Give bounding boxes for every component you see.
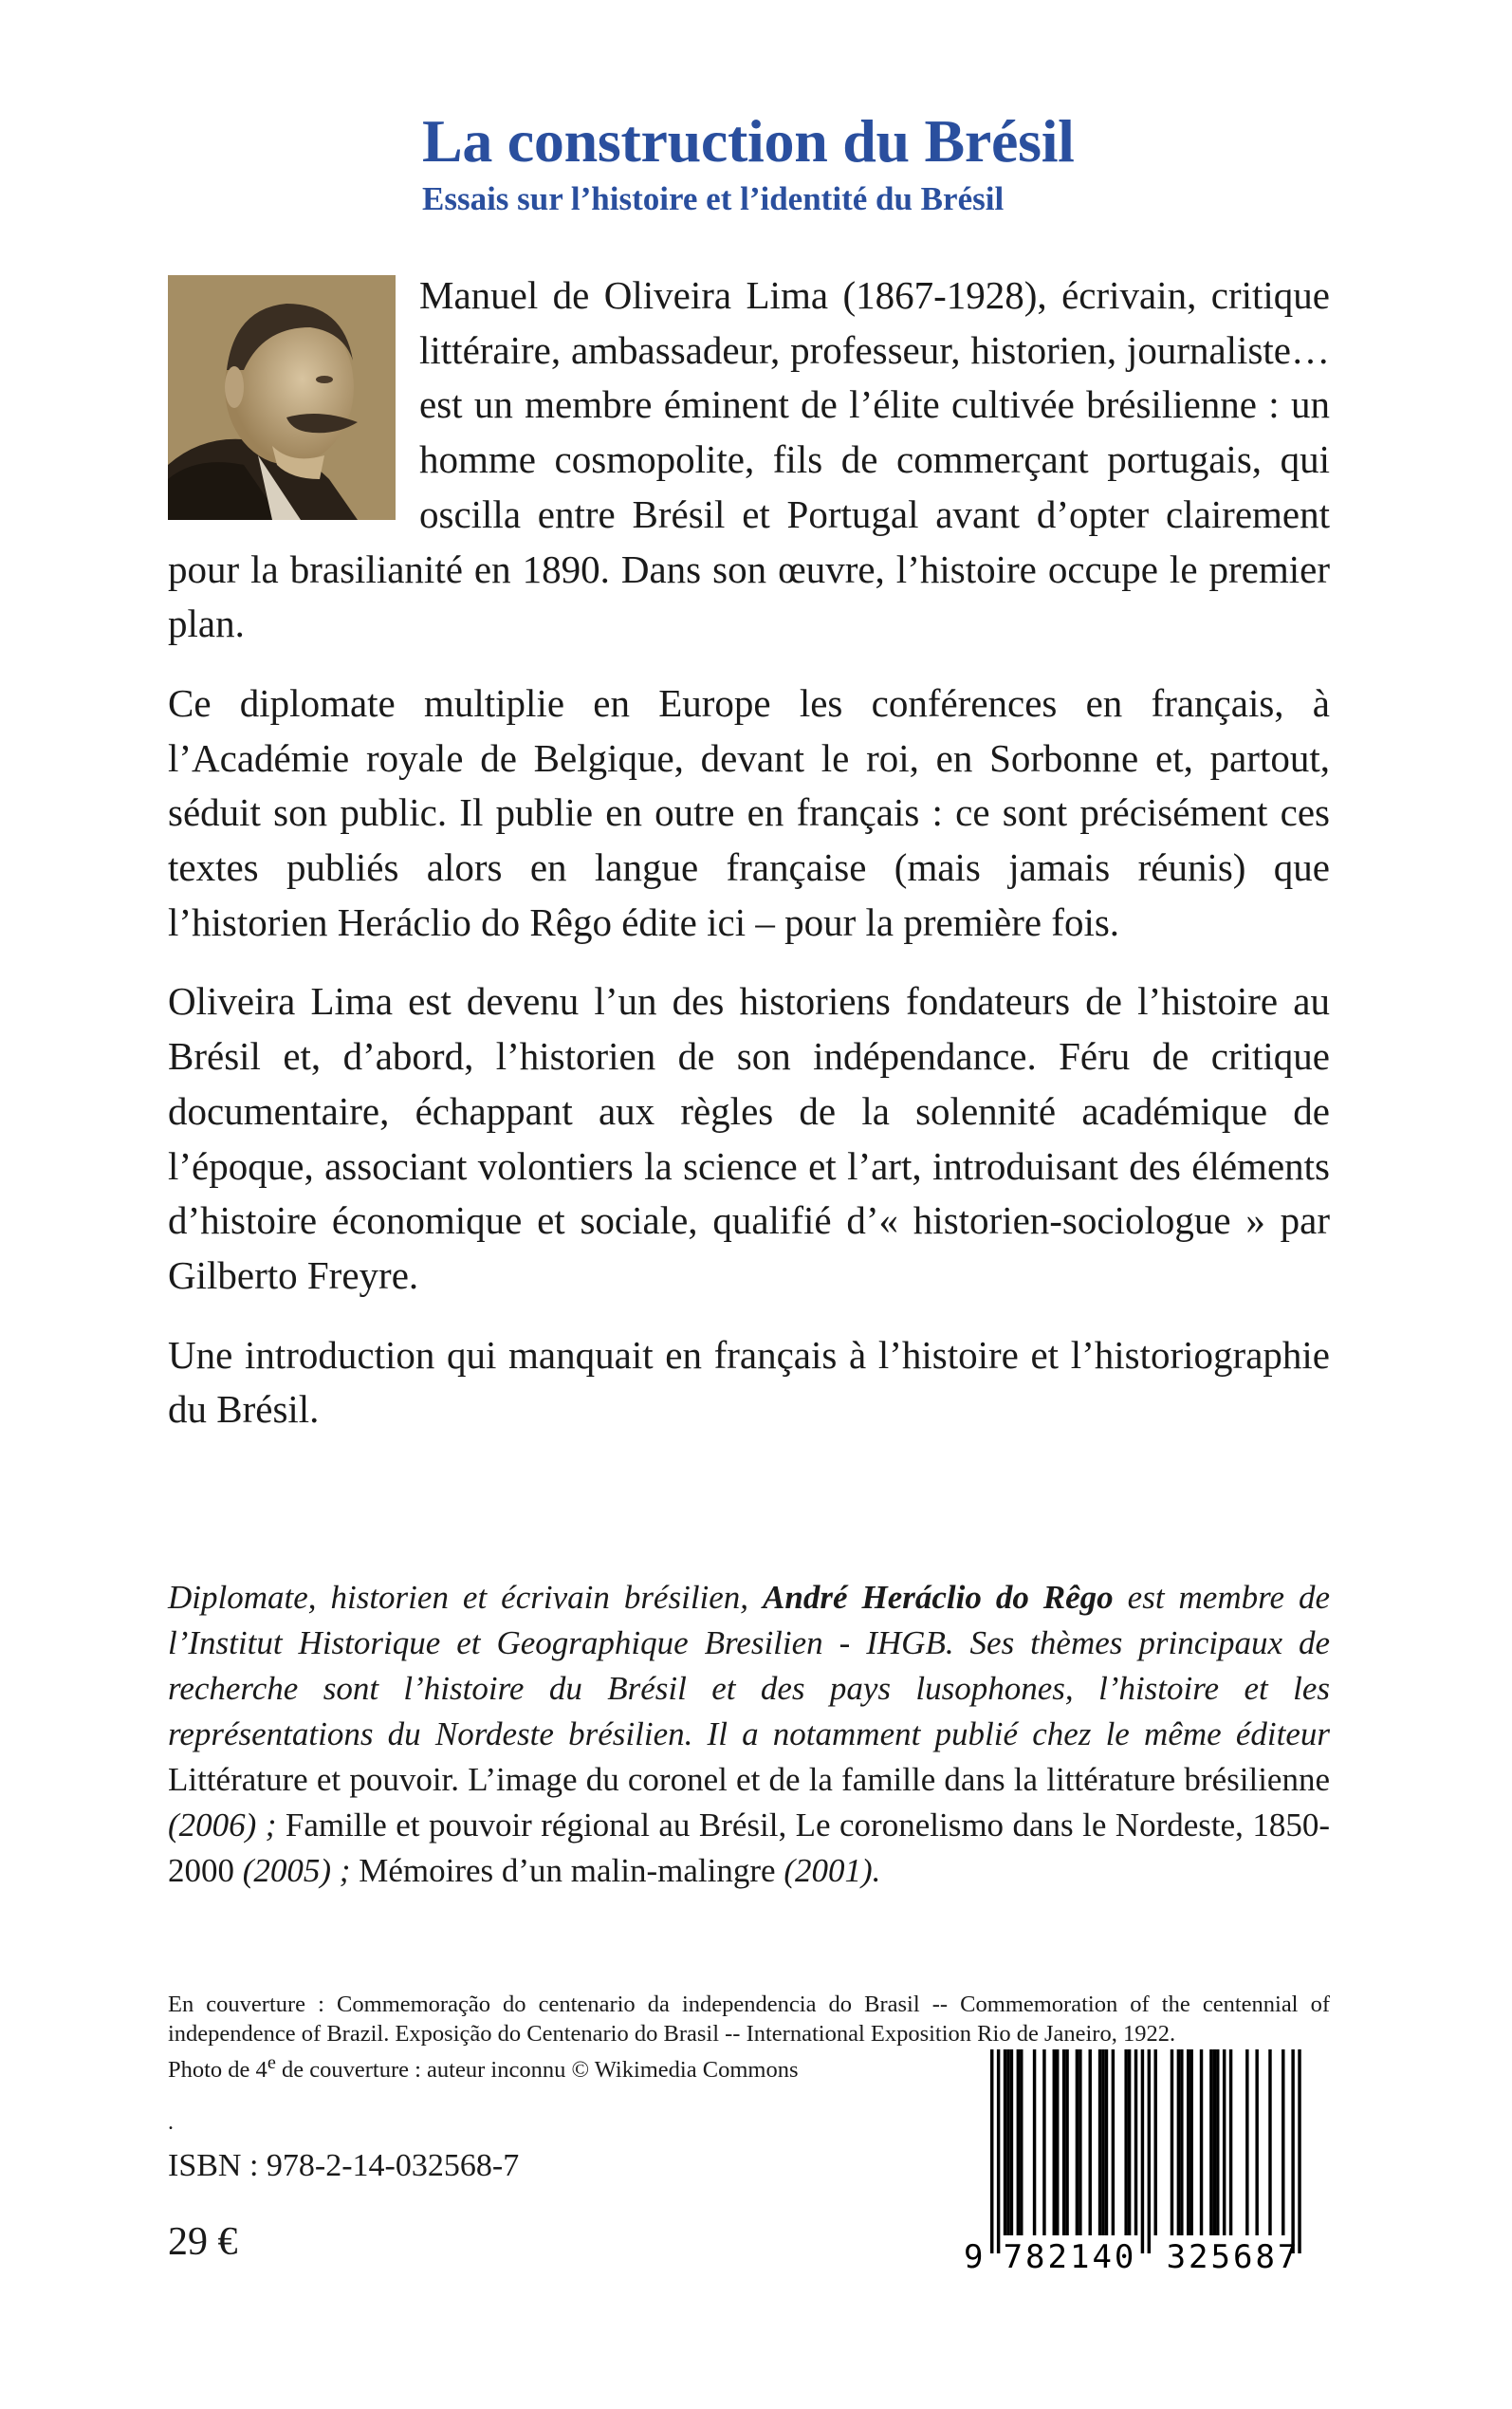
cover-credit: En couverture : Commemoração do centenario da independencia do Brasil -- Commemoration of the centennial of independence of Brazil. Exposição do Centenario do Brasil -- International Exposition Rio de Janeiro, 1922.: [168, 1992, 1330, 2047]
barcode-bar: [1187, 2049, 1189, 2235]
barcode-bar: [1213, 2049, 1216, 2235]
barcode-bar: [1223, 2049, 1226, 2235]
isbn: ISBN : 978-2-14-032568-7: [168, 2148, 520, 2183]
barcode-bar: [1291, 2049, 1294, 2253]
barcode-bar: [1042, 2049, 1045, 2235]
barcode-bar: [1245, 2049, 1248, 2235]
book-title: La construction du Brésil: [422, 107, 1075, 175]
bio-book-2: Famille et pouvoir régional au Brésil, Le coronelismo dans le Nordeste, 1850-2000: [168, 1807, 1330, 1889]
book-subtitle: Essais sur l’histoire et l’identité du Brésil: [422, 180, 1005, 217]
barcode-bar: [1124, 2049, 1127, 2235]
barcode-bar: [1209, 2049, 1212, 2235]
description-text: [168, 269, 1330, 1462]
barcode-bar: [1105, 2049, 1108, 2235]
bio-book-1: Littérature et pouvoir. L’image du coronel et de la famille dans la littérature brésilienne: [168, 1761, 1330, 1798]
paragraph-3: Oliveira Lima est devenu l’un des historiens fondateurs de l’histoire au Brésil et, d’abord, l’historien de son indépendance. Féru de critique documentaire, échappant aux règles de la solennité académique de l’époque, associant volontiers la science et l’art, introduisant des éléments d’histoire économique et sociale, qualifié d’« historien-sociologue » par Gilberto Freyre.: [168, 979, 1330, 1297]
barcode-bar: [1010, 2049, 1013, 2235]
barcode-bar: [1200, 2049, 1203, 2235]
barcode-bar: [1004, 2049, 1006, 2235]
barcode-bar: [1017, 2049, 1020, 2235]
barcode-bar: [1056, 2049, 1059, 2235]
barcode-bar: [1033, 2049, 1036, 2235]
barcode-bar: [1154, 2049, 1157, 2235]
barcode-bar: [1171, 2049, 1173, 2235]
barcode-bar: [1177, 2049, 1180, 2235]
barcode-bars: [990, 2049, 1301, 2253]
bio-paragraph: [168, 1575, 1330, 1894]
barcode-bar: [1053, 2049, 1056, 2235]
barcode-bar: [1065, 2049, 1068, 2235]
barcode-bar: [990, 2049, 993, 2253]
paragraph-1-text: Manuel de Oliveira Lima (1867-1928), écrivain, critique littéraire, ambassadeur, professeur, historien, journaliste… est un membre éminent de l’élite cultivée brésilienne : un homme cosmopolite, fils de commerçant portugais, qui oscilla entre Brésil et Portugal avant d’opter clairement pour la brasilianité en 1890. Dans son œuvre, l’histoire occupe le premier plan.: [168, 273, 1330, 646]
dot-mark: .: [168, 2110, 174, 2135]
barcode-bar: [997, 2049, 1000, 2253]
barcode-bar: [1006, 2049, 1009, 2235]
bio-part-2: est membre de l’Institut Historique et Geographique Bresilien - IHGB. Ses thèmes principaux de recherche sont l’histoire du Brésil et des pays lusophones, l’histoire et les représentations du Nordeste brésilien. Il a notamment publié chez le même éditeur: [168, 1579, 1330, 1752]
paragraph-2: Ce diplomate multiplie en Europe les conférences en français, à l’Académie royale de Belgique, devant le roi, en Sorbonne et, partout, séduit son public. Il publie en outre en français : ce sont précisément ces textes publiés alors en langue française (mais jamais réunis) que l’historien Heráclio do Rêgo édite ici – pour la première fois.: [168, 680, 1330, 944]
barcode-bar: [1128, 2049, 1131, 2235]
paragraph-1: [168, 269, 1330, 652]
barcode-bar: [1062, 2049, 1065, 2235]
barcode-bar: [1098, 2049, 1101, 2235]
barcode-bar: [1076, 2049, 1079, 2235]
barcode: [958, 2049, 1337, 2272]
bio-book-3: Mémoires d’un malin-malingre: [359, 1852, 776, 1889]
photo-credit-prefix: Photo de 4: [168, 2057, 267, 2084]
bio-author-name: André Heráclio do Rêgo: [763, 1579, 1114, 1616]
barcode-bar: [1020, 2049, 1023, 2235]
barcode-bar: [1180, 2049, 1183, 2235]
price: 29 €: [168, 2220, 238, 2264]
barcode-bar: [1141, 2049, 1144, 2253]
author-bio: [168, 1575, 1330, 1894]
barcode-digits-left: 782140: [1003, 2238, 1137, 2272]
barcode-bar: [1216, 2049, 1219, 2235]
photo-credit-suffix: de couverture : auteur inconnu © Wikimedia Commons: [275, 2057, 799, 2084]
barcode-bar: [1255, 2049, 1258, 2235]
barcode-bar: [1189, 2049, 1192, 2235]
barcode-bar: [1268, 2049, 1271, 2235]
barcode-bar: [1134, 2049, 1137, 2235]
barcode-bar: [1229, 2049, 1232, 2235]
bio-year-2: (2005) ;: [234, 1852, 360, 1889]
paragraph-4: Une introduction qui manquait en français à l’histoire et l’historiographie du Brésil.: [168, 1332, 1330, 1432]
barcode-bar: [1101, 2049, 1104, 2235]
bio-part-1: Diplomate, historien et écrivain brésilien,: [168, 1579, 764, 1616]
barcode-bar: [1112, 2049, 1115, 2235]
bio-year-3: (2001).: [775, 1852, 881, 1889]
barcode-digit-lead: 9: [964, 2238, 984, 2272]
barcode-bar: [1282, 2049, 1284, 2235]
photo-credit-sup: e: [267, 2052, 276, 2073]
bio-year-1: (2006) ;: [168, 1807, 286, 1844]
barcode-bar: [1148, 2049, 1151, 2253]
barcode-bar: [1089, 2049, 1092, 2235]
barcode-bar: [1298, 2049, 1300, 2253]
barcode-digits-right: 325687: [1166, 2238, 1300, 2272]
barcode-bar: [1079, 2049, 1081, 2235]
cover-header: [422, 104, 1124, 220]
